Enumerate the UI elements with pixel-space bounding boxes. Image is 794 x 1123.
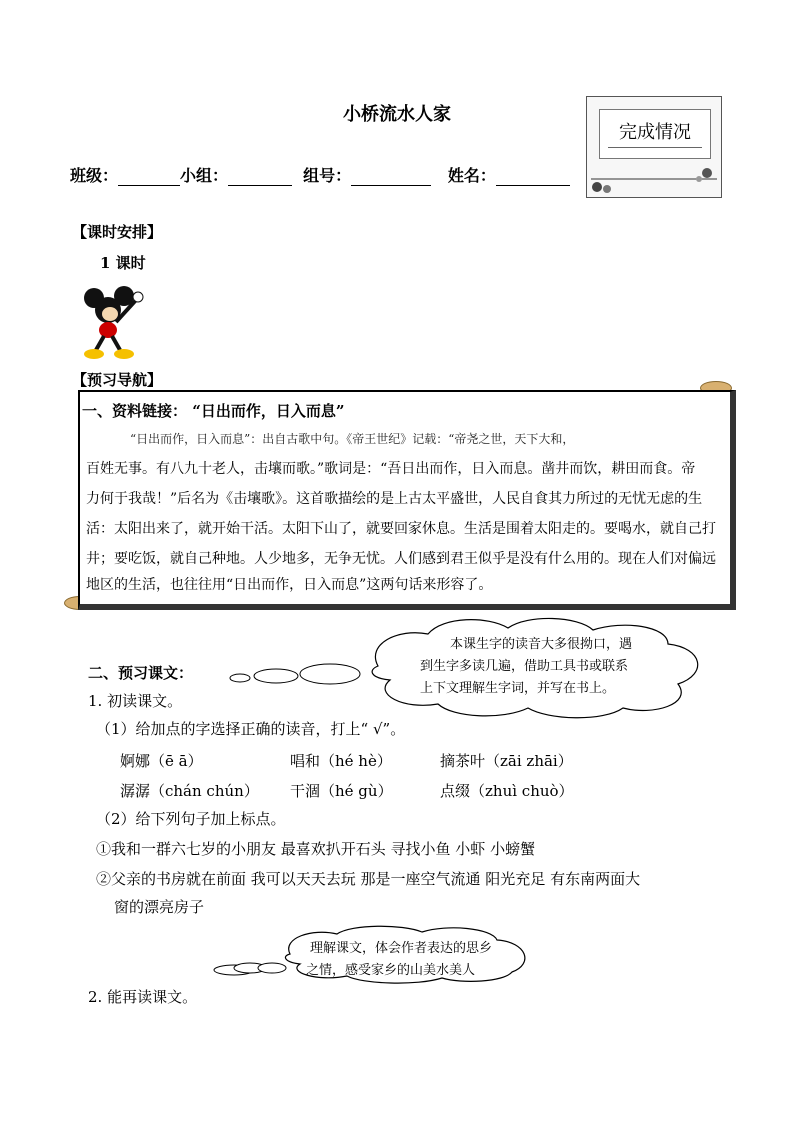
resource-heading: 一、资料链接： “日出而作，日入而息” [82,402,345,420]
cloud-2-text [306,938,493,982]
badge-frame [599,109,711,159]
badge-decoration-icon [587,159,721,197]
student-info-line [70,163,570,186]
item-2: 2. 能再读课文。 [88,988,198,1006]
preview-heading: 【预习导航】 [72,371,163,389]
sentence-2-line-1: ②父亲的书房就在前面 我可以天天去玩 那是一座空气流通 阳光充足 有东南两面大 [96,870,641,888]
word-option[interactable]: 唱和（hé hè） [290,752,392,770]
schedule-heading: 【课时安排】 [72,223,163,241]
completion-badge [586,96,722,198]
mickey-mouse-icon [80,286,150,362]
resource-line-2: 百姓无事。有八九十老人，击壤而歌。”歌词是：“吾日出而作，日入而息。凿井而饮，耕田而食。帝 [86,461,696,477]
sentence-2-line-2: 窗的漂亮房子 [114,898,205,916]
resource-line-5: 井；要吃饭，就自己种地。人少地多，无争无忧。人们感到君王似乎是没有什么用的。现在人们对偏远 [86,551,716,567]
group-label: 小组： [180,166,229,185]
cloud-1-line-3: 上下文理解生字词，并写在书上。 [420,681,616,696]
name-field[interactable] [496,169,570,186]
word-option[interactable]: 点缀（zhuì chuò） [440,782,574,800]
group-field[interactable] [228,169,292,186]
sentence-1: ①我和一群六七岁的小朋友 最喜欢扒开石头 寻找小鱼 小虾 小螃蟹 [96,840,536,858]
page-title: 小桥流水人家 [343,104,451,125]
group-no-label: 组号： [303,166,352,185]
word-option[interactable]: 婀娜（ē ā） [120,752,203,770]
sub-question-2: （2）给下列句子加上标点。 [96,810,286,828]
resource-line-3: 力何于我哉！”后名为《击壤歌》。这首歌描绘的是上古太平盛世，人民自食其力所过的无忧无虑的生 [86,491,703,507]
cloud-1-line-2: 到生字多读几遍，借助工具书或联系 [420,659,629,674]
cloud-2-line-1: 理解课文，体会作者表达的思乡 [310,941,493,956]
sub-question-1: （1）给加点的字选择正确的读音，打上“ √”。 [96,720,406,738]
section-2-heading: 二、预习课文： [88,664,194,682]
class-label: 班级： [70,166,119,185]
cloud-1-text [420,634,632,700]
class-field[interactable] [118,169,180,186]
name-label: 姓名： [447,166,496,185]
group-no-field[interactable] [351,169,431,186]
badge-label: 完成情况 [619,122,691,143]
word-option[interactable]: 潺潺（chán chún） [120,782,259,800]
item-1: 1. 初读课文。 [88,692,183,710]
schedule-value: 1 课时 [100,254,146,272]
cloud-1-line-1: 本课生字的读音大多很拗口，遇 [450,637,633,652]
resource-line-6: 地区的生活，也往往用“日出而作，日入而息”这两句话来形容了。 [86,577,493,593]
resource-scroll-box [78,390,736,610]
word-option[interactable]: 摘茶叶（zāi zhāi） [440,752,573,770]
badge-underline [608,147,702,148]
cloud-2-line-2: 之情，感受家乡的山美水美人 [306,963,476,978]
resource-line-4: 活：太阳出来了，就开始干活。太阳下山了，就要回家休息。生活是围着太阳走的。要喝水，就自己打 [86,521,716,537]
resource-line-1: “日出而作，日入而息”：出自古歌中句。《帝王世纪》记载：“帝尧之世，天下大和， [130,432,575,446]
word-option[interactable]: 干涸（hé gù） [290,782,393,800]
